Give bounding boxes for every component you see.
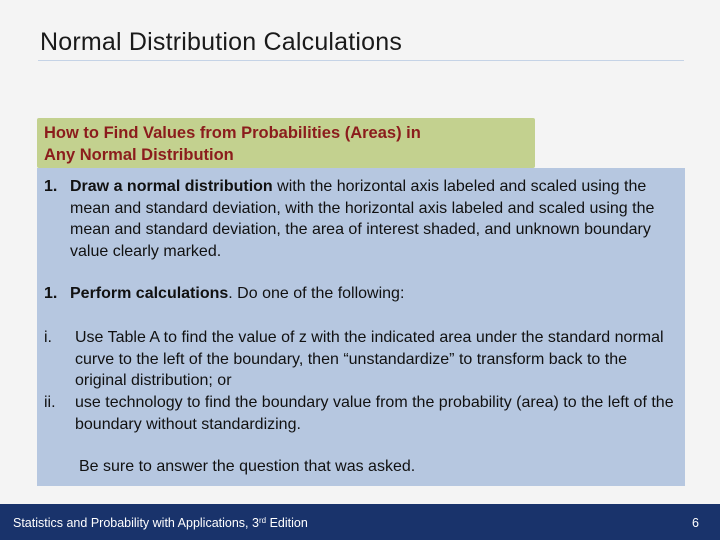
step-number: 1. [44, 178, 58, 195]
step-description: with the horizontal axis labeled and scaled using the mean and standard deviation, with the horizontal axis labeled and scaled using the mean and standard deviation, the area of interest shaded, and unknown boundary value clearly marked. [70, 178, 655, 260]
footer-bar [0, 504, 720, 540]
step-number: 1. [44, 285, 58, 302]
heading-box [37, 118, 535, 168]
page-number: 6 [692, 516, 699, 530]
option-marker: i. [44, 329, 52, 346]
slide-title: Normal Distribution Calculations [40, 28, 403, 56]
option-text: use technology to find the boundary value from the probability (area) to the left of the boundary without standardizing. [75, 394, 674, 433]
heading-line-2: Any Normal Distribution [44, 146, 234, 164]
step-text [70, 176, 678, 262]
footer-title-text: Statistics and Probability with Applications, 3 [13, 516, 259, 530]
step-bold-label: Draw a normal distribution [70, 178, 273, 195]
footer-edition: Edition [266, 516, 308, 530]
option-text: Use Table A to find the value of z with the indicated area under the standard normal curve to the left of the boundary, then “unstandardize” to transform back to the original distribution; or [75, 329, 664, 389]
step-description: . Do one of the following: [228, 285, 405, 302]
footer-superscript: rd [258, 516, 267, 525]
title-divider [38, 60, 684, 61]
content-box [37, 168, 685, 486]
step-bold-label: Perform calculations [70, 285, 229, 302]
step-text [70, 283, 404, 305]
heading-line-1: How to Find Values from Probabilities (Areas) in [44, 124, 421, 142]
footer-book-title [13, 516, 308, 530]
reminder-text: Be sure to answer the question that was asked. [79, 458, 416, 475]
option-marker: ii. [44, 394, 56, 411]
